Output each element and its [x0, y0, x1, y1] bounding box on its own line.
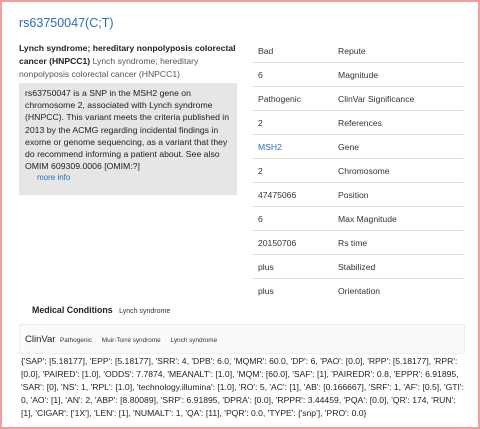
property-row: [252, 231, 465, 255]
properties-table: [252, 39, 465, 302]
clinvar-box: [19, 324, 465, 354]
property-label: Rs time: [332, 231, 465, 255]
clinvar-label: ClinVar: [25, 334, 56, 345]
clinvar-tag-pathogenic: Pathogenic: [60, 337, 92, 344]
medical-condition-tag[interactable]: Lynch syndrome: [119, 308, 171, 315]
property-label: Orientation: [332, 279, 465, 303]
property-label: Magnitude: [332, 63, 465, 87]
clinvar-tag-lynch[interactable]: Lynch syndrome: [170, 337, 218, 344]
property-row: [252, 279, 465, 303]
property-row: [252, 39, 465, 63]
medical-conditions-heading: [32, 305, 170, 315]
property-row: [252, 255, 465, 279]
description-box: [19, 83, 237, 195]
description-text: rs63750047 is a SNP in the MSH2 gene on chromosome 2, associated with Lynch syndrome (HNPCC). This variant meets the criteria published in 2013 by the ACMG regarding incidental findings in exome or genome sequencing, as a variant that they do recommend informing a patient about. See also OMIM 609309.0006 [OMIM:?]: [25, 88, 230, 172]
property-label: References: [332, 111, 465, 135]
property-value: 2: [252, 111, 332, 135]
property-value: plus: [252, 255, 332, 279]
property-label: Max Magnitude: [332, 207, 465, 231]
raw-variant-data: {'SAP': [5.18177], 'EPP': [5.18177], 'SRR': 4, 'DPB': 6.0, 'MQMR': 60.0, 'DP': 6, 'PAO': [0.0], 'RPP': [5.18177], 'RPR': [0.0], 'PAIRED': [1.0], 'ODDS': 7.7874, 'MEANALT': [1.0], 'MQM': [60.0], 'SAF': [1], 'PAIREDR': 0.8, 'EPPR': 6.91895, 'SAR': [0], 'NS': 1, 'RPL': [1.0], 'technology.illumina': [1.0], 'RO': 5, 'AC': [1], 'AB': [0.166667], 'SRF': 1, 'AF': [0.5], 'GTI': 0, 'AO': [1], 'AN': 2, 'ABP': [8.80089], 'SRP': 6.91895, 'DPRA': [0.0], 'RPPR': 3.44459, 'PQA': [0.0], 'QR': 174, 'RUN': [1], 'CIGAR': ['1X'], 'LEN': [1], 'NUMALT': 1, 'QA': [11], 'PQR': 0.0, 'TYPE': ['snp'], 'PRO': 0.0}: [21, 356, 464, 418]
property-value: 6: [252, 207, 332, 231]
property-row: [252, 207, 465, 231]
property-row: [252, 111, 465, 135]
property-value: 20150706: [252, 231, 332, 255]
property-value: 6: [252, 63, 332, 87]
medical-conditions-title: Medical Conditions: [32, 305, 113, 315]
property-value[interactable]: MSH2: [252, 135, 332, 159]
property-value: 2: [252, 159, 332, 183]
page-title: rs63750047(C;T): [19, 16, 114, 30]
clinvar-tag-muir-torre[interactable]: Muir-Torré syndrome: [101, 337, 161, 344]
property-value: 47475066: [252, 183, 332, 207]
property-label: Gene: [332, 135, 465, 159]
property-label: Repute: [338, 45, 366, 56]
property-value: Pathogenic: [252, 87, 332, 111]
property-value: Bad: [258, 45, 274, 56]
property-row: [252, 183, 465, 207]
property-label: ClinVar Significance: [332, 87, 465, 111]
property-label: Stabilized: [332, 255, 465, 279]
more-info-link[interactable]: more info: [37, 173, 71, 183]
property-row: [252, 63, 465, 87]
clinvar-tags: [60, 337, 225, 344]
property-row: [252, 87, 465, 111]
property-row: [252, 135, 465, 159]
condition-bold-name: Lynch syndrome; hereditary nonpolyposis colorectal cancer (HNPCC1): [19, 43, 236, 66]
condition-summary: [19, 42, 247, 81]
property-value: plus: [252, 279, 332, 303]
condition-plain-name: Lynch syndrome; hereditary nonpolyposis colorectal cancer (HNPCC1): [19, 56, 199, 79]
property-row: [252, 159, 465, 183]
property-label: Chromosome: [332, 159, 465, 183]
property-label: Position: [332, 183, 465, 207]
